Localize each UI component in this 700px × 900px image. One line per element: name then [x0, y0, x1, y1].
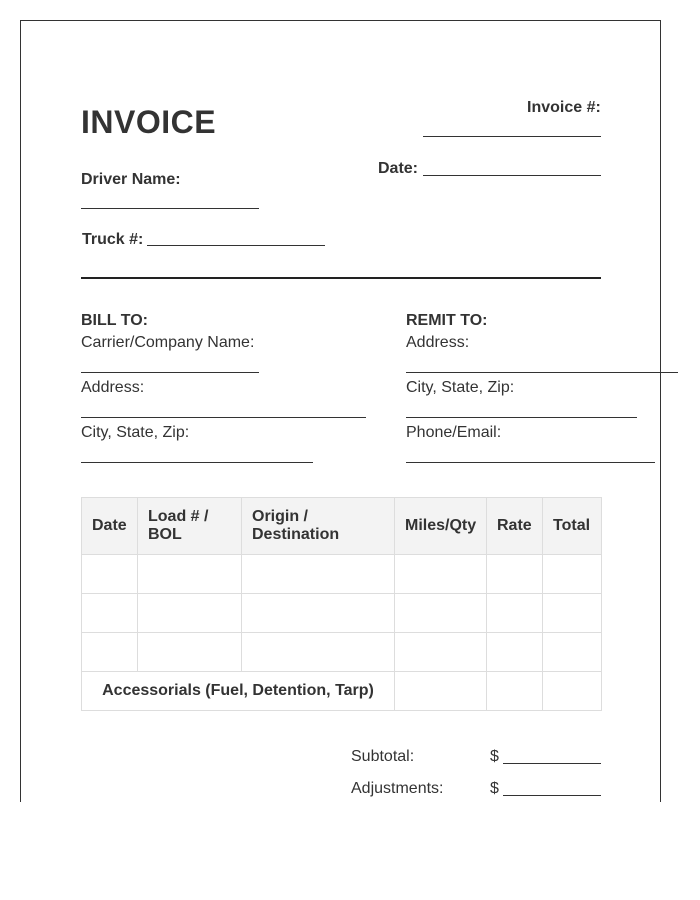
table-cell[interactable]	[82, 594, 138, 633]
table-cell[interactable]	[242, 633, 395, 672]
remit-to-heading: REMIT TO:	[406, 312, 488, 329]
subtotal-field[interactable]	[503, 763, 601, 764]
table-cell[interactable]	[138, 555, 242, 594]
date-label: Date:	[378, 160, 419, 177]
table-cell[interactable]	[487, 633, 543, 672]
column-header-date: Date	[82, 498, 138, 555]
remit-address-field[interactable]	[406, 372, 678, 373]
company-name-label: Carrier/Company Name:	[81, 334, 255, 351]
bill-to-heading: BILL TO:	[81, 312, 148, 329]
accessorials-total-cell[interactable]	[543, 672, 602, 711]
header-divider	[81, 277, 601, 279]
column-header-rate: Rate	[487, 498, 543, 555]
table-cell[interactable]	[242, 555, 395, 594]
adjustments-field[interactable]	[503, 795, 601, 796]
date-field[interactable]	[423, 175, 601, 176]
table-cell[interactable]	[487, 555, 543, 594]
accessorials-label: Accessorials (Fuel, Detention, Tarp)	[82, 672, 395, 711]
driver-name-field[interactable]	[81, 208, 259, 209]
table-cell[interactable]	[395, 633, 487, 672]
subtotal-currency: $	[490, 748, 499, 765]
remit-contact-field[interactable]	[406, 462, 655, 463]
table-cell[interactable]	[543, 594, 602, 633]
table-cell[interactable]	[543, 633, 602, 672]
remit-address-label: Address:	[406, 334, 470, 351]
company-name-field[interactable]	[81, 372, 259, 373]
remit-contact-label: Phone/Email:	[406, 424, 502, 441]
remit-city-field[interactable]	[406, 417, 637, 418]
table-cell[interactable]	[138, 633, 242, 672]
invoice-title: INVOICE	[81, 104, 217, 140]
column-header-origin-destination: Origin / Destination	[242, 498, 395, 555]
line-items-table	[81, 497, 602, 711]
accessorials-miles-cell[interactable]	[395, 672, 487, 711]
table-cell[interactable]	[395, 555, 487, 594]
invoice-number-field[interactable]	[423, 136, 601, 137]
truck-number-label: Truck #:	[82, 231, 144, 248]
column-header-load-bol: Load # / BOL	[138, 498, 242, 555]
table-row	[82, 633, 602, 672]
table-cell[interactable]	[395, 594, 487, 633]
driver-name-label: Driver Name:	[81, 171, 181, 188]
bill-city-label: City, State, Zip:	[81, 424, 190, 441]
table-cell[interactable]	[242, 594, 395, 633]
remit-city-label: City, State, Zip:	[406, 379, 515, 396]
invoice-number-label: Invoice #:	[527, 99, 601, 116]
table-cell[interactable]	[138, 594, 242, 633]
table-header-row	[82, 498, 602, 555]
bill-city-field[interactable]	[81, 462, 313, 463]
adjustments-label: Adjustments:	[351, 780, 444, 797]
column-header-total: Total	[543, 498, 602, 555]
bill-address-field[interactable]	[81, 417, 366, 418]
table-row	[82, 594, 602, 633]
accessorials-row	[82, 672, 602, 711]
accessorials-rate-cell[interactable]	[487, 672, 543, 711]
table-cell[interactable]	[82, 633, 138, 672]
column-header-miles-qty: Miles/Qty	[395, 498, 487, 555]
subtotal-label: Subtotal:	[351, 748, 415, 765]
table-cell[interactable]	[487, 594, 543, 633]
bill-address-label: Address:	[81, 379, 145, 396]
truck-number-field[interactable]	[147, 245, 325, 246]
table-cell[interactable]	[543, 555, 602, 594]
table-row	[82, 555, 602, 594]
adjustments-currency: $	[490, 780, 499, 797]
table-cell[interactable]	[82, 555, 138, 594]
